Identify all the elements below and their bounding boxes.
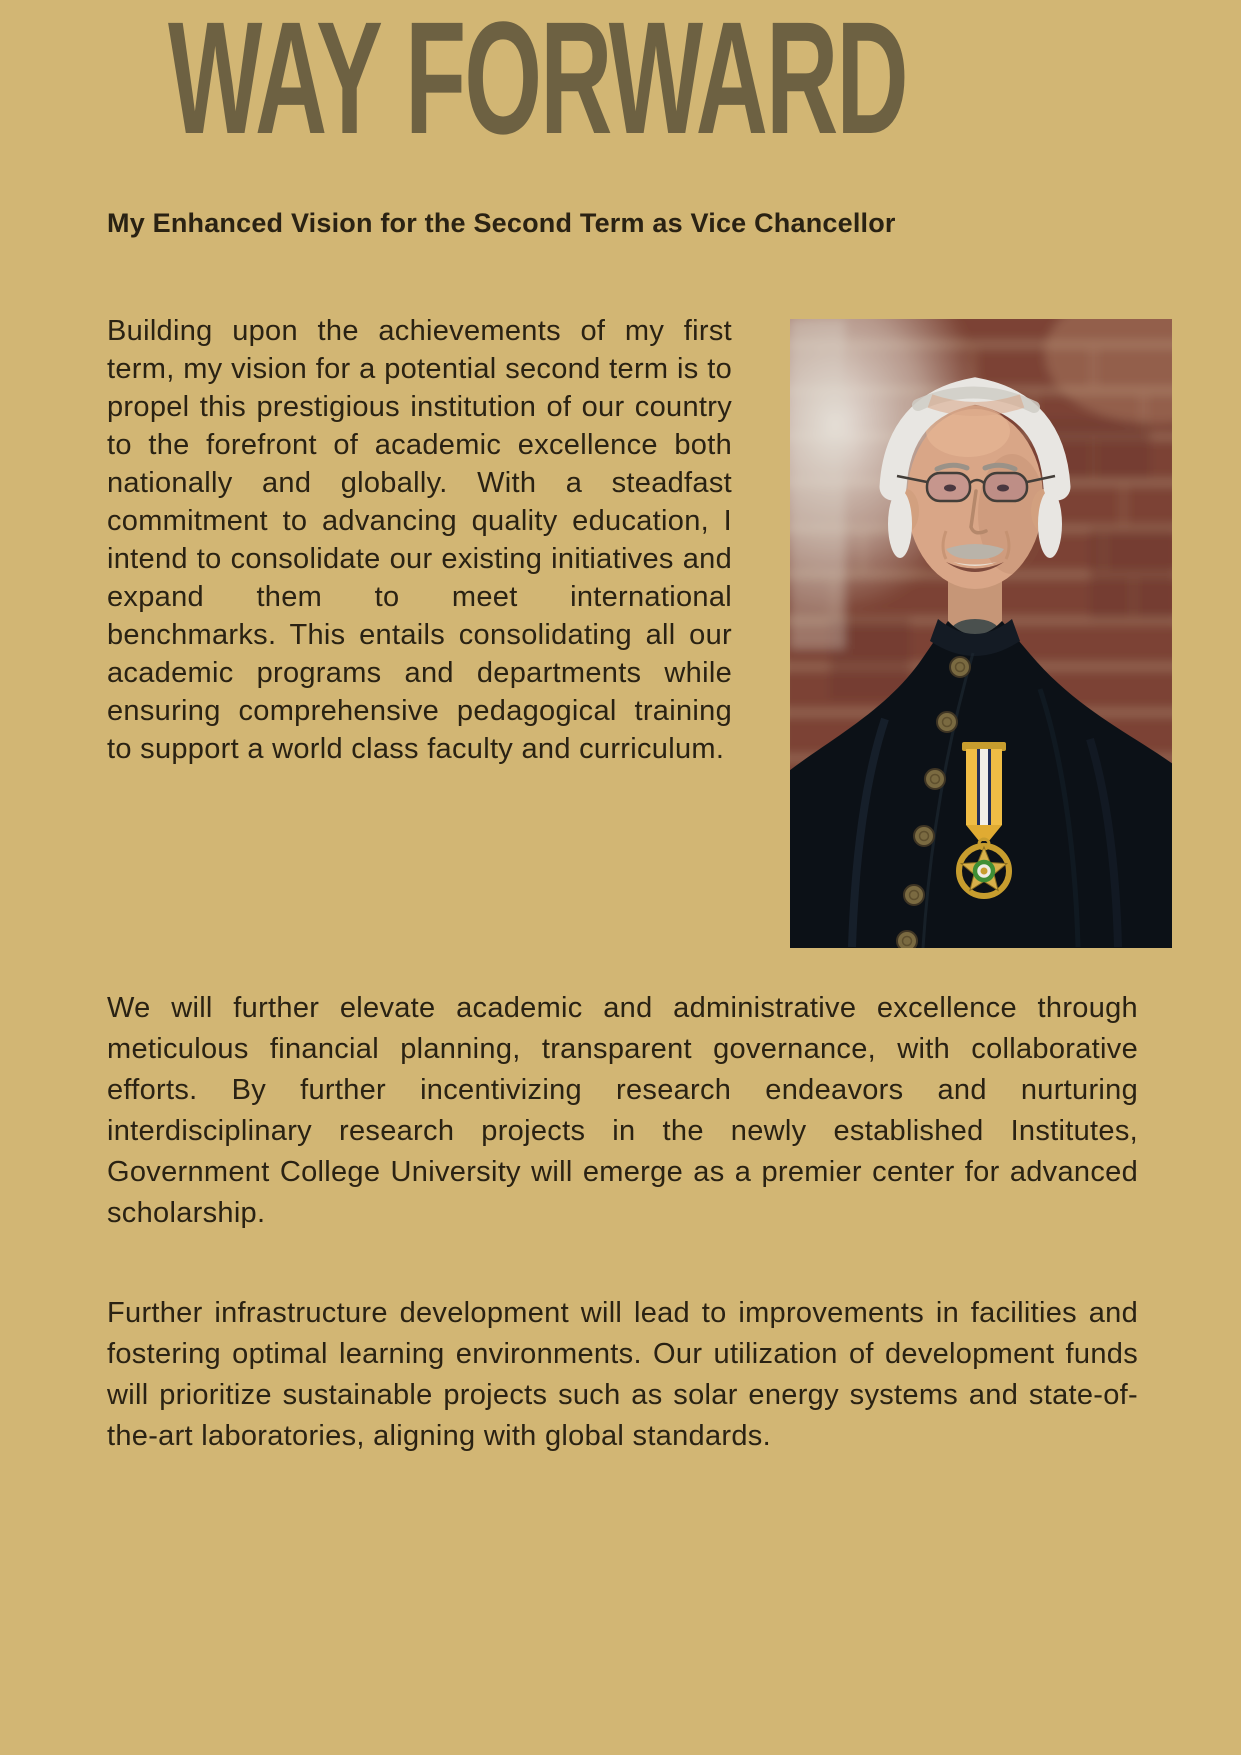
paragraph-1: Building upon the achievements of my first term, my vision for a potential second term is to propel this prestigious institution of our country to the forefront of academic excellence both nationally and globally. With a steadfast commitment to advancing quality education, I intend to consolidate our existing initiatives and expand them to meet international benchmarks. This entails consolidating all our academic programs and departments while ensuring comprehensive pedagogical training to support a world class faculty and curriculum.	[107, 315, 732, 765]
paragraph-2: We will further elevate academic and administrative excellence through meticulous financial planning, transparent governance, with collaborative efforts. By further incentivizing research endeavors and nurturing interdisciplinary research projects in the newly established Institutes, Government College University will emerge as a premier center for advanced scholarship.	[107, 992, 1138, 1229]
page-title: WAY FORWARD	[168, 0, 907, 167]
intro-section	[107, 312, 1172, 948]
vice-chancellor-portrait-photo	[790, 319, 1172, 948]
section-subtitle: My Enhanced Vision for the Second Term as Vice Chancellor	[107, 208, 896, 238]
paragraph-3: Further infrastructure development will lead to improvements in facilities and fostering optimal learning environments. Our utilization of development funds will prioritize sustainable projects such as solar energy systems and state-of-the-art laboratories, aligning with global standards.	[107, 1297, 1138, 1452]
